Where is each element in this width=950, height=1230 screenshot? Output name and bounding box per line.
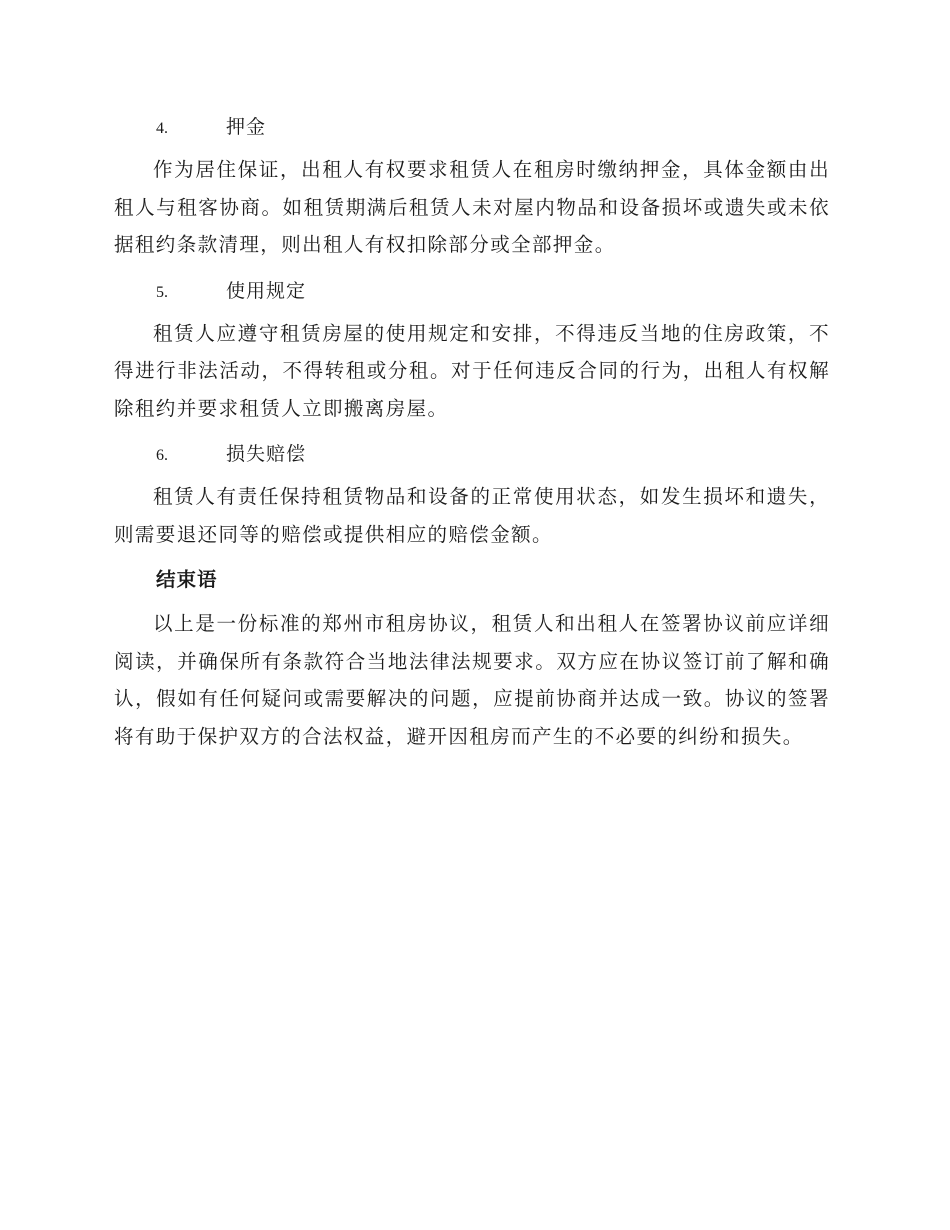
conclusion-heading: 结束语 (156, 568, 218, 591)
item-body-deposit: 作为居住保证，出租人有权要求租赁人在租房时缴纳押金，具体金额由出租人与租客协商。如租赁期满后租赁人未对屋内物品和设备损坏或遗失或未依据租约条款清理，则出租人有权扣除部分或全部押金。 (114, 158, 830, 256)
document-content (114, 108, 830, 763)
item-number: 4. (156, 120, 168, 137)
item-title: 使用规定 (226, 279, 307, 302)
item-heading-usage-rules (156, 272, 830, 310)
item-body-damage-compensation: 租赁人有责任保持租赁物品和设备的正常使用状态，如发生损坏和遗失，则需要退还同等的赔偿或提供相应的赔偿金额。 (114, 485, 830, 546)
item-number: 5. (156, 283, 168, 301)
item-number: 6. (156, 447, 168, 464)
item-title: 损失赔偿 (226, 443, 307, 465)
conclusion-body: 以上是一份标准的郑州市租房协议，租赁人和出租人在签署协议前应详细阅读，并确保所有条款符合当地法律法规要求。双方应在协议签订前了解和确认，假如有任何疑问或需要解决的问题，应提前协商并达成一致。协议的签署将有助于保护双方的合法权益，避开因租房而产生的不必要的纠纷和损失。 (114, 612, 830, 748)
item-title: 押金 (226, 116, 267, 138)
item-body-usage-rules: 租赁人应遵守租赁房屋的使用规定和安排，不得违反当地的住房政策，不得进行非法活动，不得转租或分租。对于任何违反合同的行为，出租人有权解除租约并要求租赁人立即搬离房屋。 (114, 321, 830, 420)
item-heading-damage-compensation (156, 435, 830, 473)
item-heading-deposit (156, 108, 830, 146)
